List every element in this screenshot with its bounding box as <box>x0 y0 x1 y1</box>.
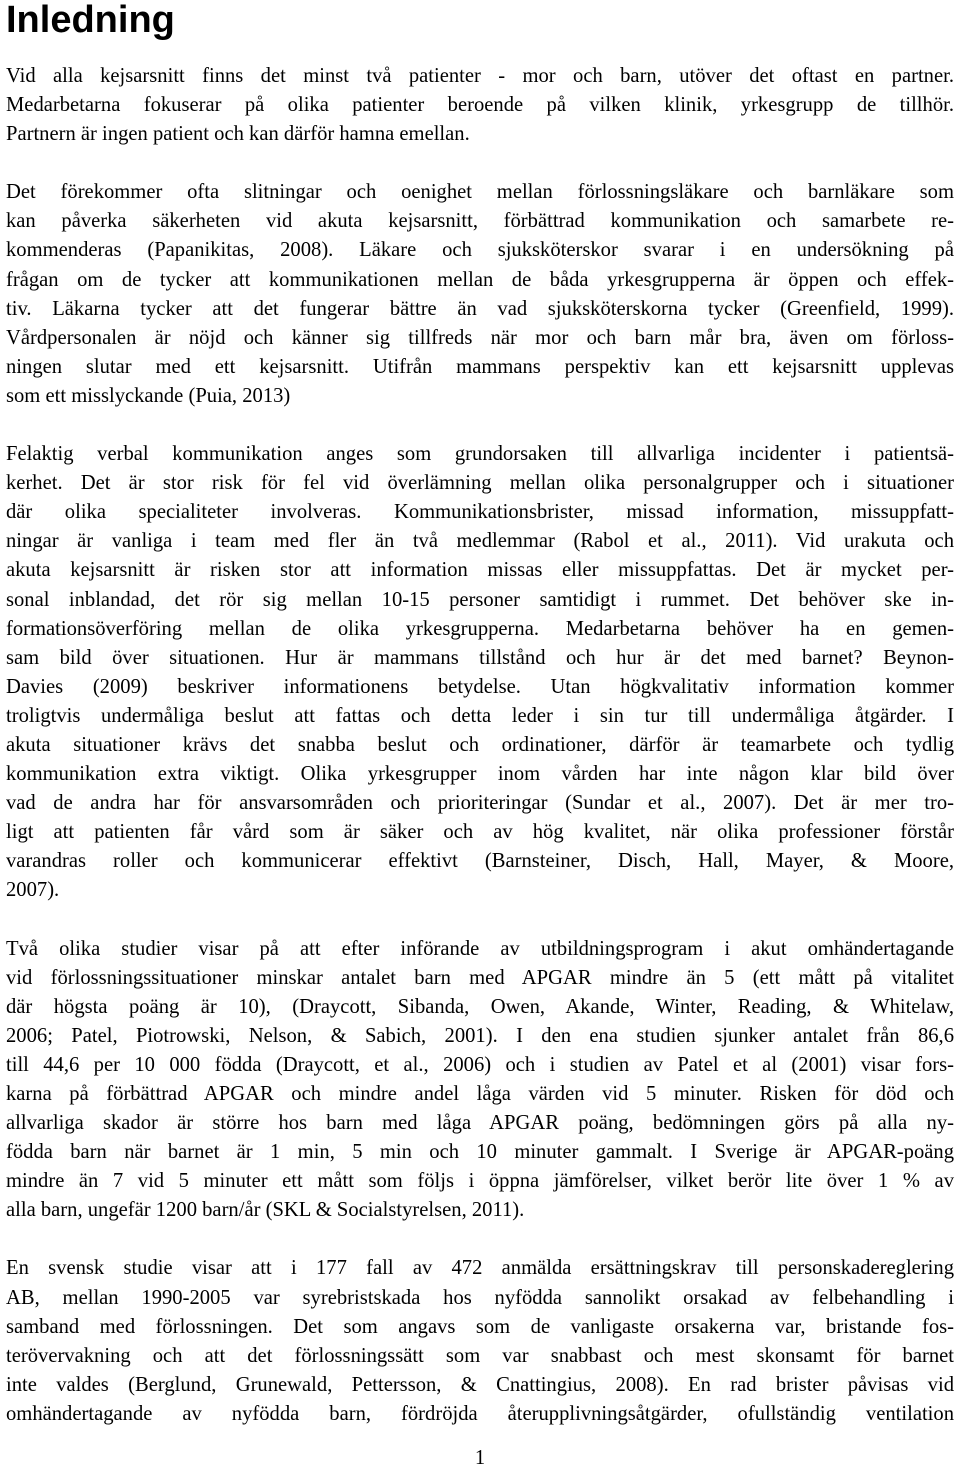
page-number: 1 <box>474 1447 486 1469</box>
text-line: omhändertagande av nyfödda barn, fördröjda återupplivningsåtgärder, ofullständig ventilation <box>6 1402 954 1425</box>
text-line: akuta kejsarsnitt är risken stor att information missas eller missuppfattas. Det är mycket per- <box>6 559 954 582</box>
text-line: sam bild över situationen. Hur är mammans tillstånd och hur är det med barnet? Beynon- <box>6 646 954 669</box>
paragraph-1 <box>6 62 954 149</box>
text-line: alla barn, ungefär 1200 barn/år (SKL & Socialstyrelsen, 2011). <box>6 1199 525 1222</box>
text-line: kan påverka säkerheten vid akuta kejsarsnitt, förbättrad kommunikation och samarbete re- <box>6 210 954 233</box>
paragraph-5 <box>6 1254 954 1429</box>
text-line: kommunikation extra viktigt. Olika yrkesgrupper inom vården har inte någon klar bild över <box>6 763 954 786</box>
text-line: inte valdes (Berglund, Grunewald, Pettersson, & Cnattingius, 2008). En rad brister påvisas vid <box>6 1373 954 1396</box>
text-line: som ett misslyckande (Puia, 2013) <box>6 384 291 407</box>
text-line: Davies (2009) beskriver informationens betydelse. Utan högkvalitativ information kommer <box>6 675 954 698</box>
text-line: där högsta poäng är 10), (Draycott, Sibanda, Owen, Akande, Winter, Reading, & Whitelaw, <box>6 995 954 1018</box>
text-line: terövervakning och att det förlossningssätt som var snabbast och mest skonsamt för barnet <box>6 1344 954 1367</box>
text-line: vad de andra har för ansvarsområden och prioriteringar (Sundar et al., 2007). Det är mer tro- <box>6 792 954 815</box>
text-line: troligtvis undermåliga beslut att fattas och detta leder i sin tur till undermåliga åtgärder. I <box>6 704 954 727</box>
text-line: Partnern är ingen patient och kan därför hamna emellan. <box>6 123 470 146</box>
text-line: tiv. Läkarna tycker att det fungerar bättre än vad sjuksköterskorna tycker (Greenfield, 1999). <box>6 297 954 320</box>
text-line: mindre än 7 vid 5 minuter ett mått som följs i öppna jämförelser, vilket berör lite över 1 % av <box>6 1170 954 1193</box>
text-line: ligt att patienten får vård som är säker och av hög kvalitet, när olika professioner förstår <box>6 821 954 844</box>
text-line: sonal inblandad, det rör sig mellan 10-15 personer samtidigt i rummet. Det behöver ske in- <box>6 588 954 611</box>
text-line: frågan om de tycker att kommunikationen mellan de båda yrkesgrupperna är öppen och effek- <box>6 268 954 291</box>
text-line: allvarliga skador är större hos barn med låga APGAR poäng, bedömningen görs på alla ny- <box>6 1112 954 1135</box>
text-line: vid förlossningssituationer minskar antalet barn med APGAR mindre än 5 (ett mått på vitalitet <box>6 966 954 989</box>
paragraph-2 <box>6 178 954 411</box>
text-line: kommenderas (Papanikitas, 2008). Läkare och sjuksköterskor svarar i en undersökning på <box>6 239 954 262</box>
text-line: AB, mellan 1990-2005 var syrebristskada hos nyfödda sannolikt orsakad av felbehandling i <box>6 1286 954 1309</box>
text-line: ningar är vanliga i team med fler än två medlemmar (Rabol et al., 2011). Vid urakuta och <box>6 530 954 553</box>
text-line: En svensk studie visar att i 177 fall av 472 anmälda ersättningskrav till personskadereglering <box>6 1257 954 1280</box>
text-line: samband med förlossningen. Det som angavs som de vanligaste orsakerna var, bristande fos- <box>6 1315 954 1338</box>
page-title: Inledning <box>6 0 175 41</box>
text-line: Medarbetarna fokuserar på olika patienter beroende på vilken klinik, yrkesgrupp de tillhör. <box>6 94 954 117</box>
document-page <box>6 0 954 1429</box>
text-line: Det förekommer ofta slitningar och oenighet mellan förlossningsläkare och barnläkare som <box>6 181 954 204</box>
text-line: till 44,6 per 10 000 födda (Draycott, et al., 2006) och i studien av Patel et al (2001) visar fors- <box>6 1053 954 1076</box>
text-line: ningen slutar med ett kejsarsnitt. Utifrån mammans perspektiv kan ett kejsarsnitt upplevas <box>6 355 954 378</box>
paragraph-3 <box>6 440 954 906</box>
text-line: Vid alla kejsarsnitt finns det minst två patienter - mor och barn, utöver det oftast en partner. <box>6 65 954 87</box>
text-line: karna på förbättrad APGAR och mindre andel låga värden vid 5 minuter. Risken för död och <box>6 1083 954 1105</box>
text-line: 2006; Patel, Piotrowski, Nelson, & Sabich, 2001). I den ena studien sjunker antalet från 86,6 <box>6 1024 954 1047</box>
text-line: Vårdpersonalen är nöjd och känner sig tillfreds när mor och barn mår bra, även om förloss- <box>6 326 954 349</box>
text-line: varandras roller och kommunicerar effektivt (Barnsteiner, Disch, Hall, Mayer, & Moore, <box>6 850 954 873</box>
text-line: akuta situationer krävs det snabba beslut och ordinationer, därför är teamarbete och tydlig <box>6 733 954 756</box>
paragraph-4 <box>6 935 954 1226</box>
text-line: 2007). <box>6 879 60 902</box>
text-line: Två olika studier visar på att efter införande av utbildningsprogram i akut omhändertagande <box>6 937 954 960</box>
text-line: Felaktig verbal kommunikation anges som grundorsaken till allvarliga incidenter i patientsä- <box>6 443 954 466</box>
text-line: där olika specialiteter involveras. Kommunikationsbrister, missad information, missuppfatt- <box>6 501 954 524</box>
text-line: födda barn när barnet är 1 min, 5 min och 10 minuter gammalt. I Sverige är APGAR-poäng <box>6 1141 954 1164</box>
text-line: formationsöverföring mellan de olika yrkesgrupperna. Medarbetarna behöver ha en gemen- <box>6 617 954 640</box>
text-line: kerhet. Det är stor risk för fel vid överlämning mellan olika personalgrupper och i situationer <box>6 472 954 495</box>
